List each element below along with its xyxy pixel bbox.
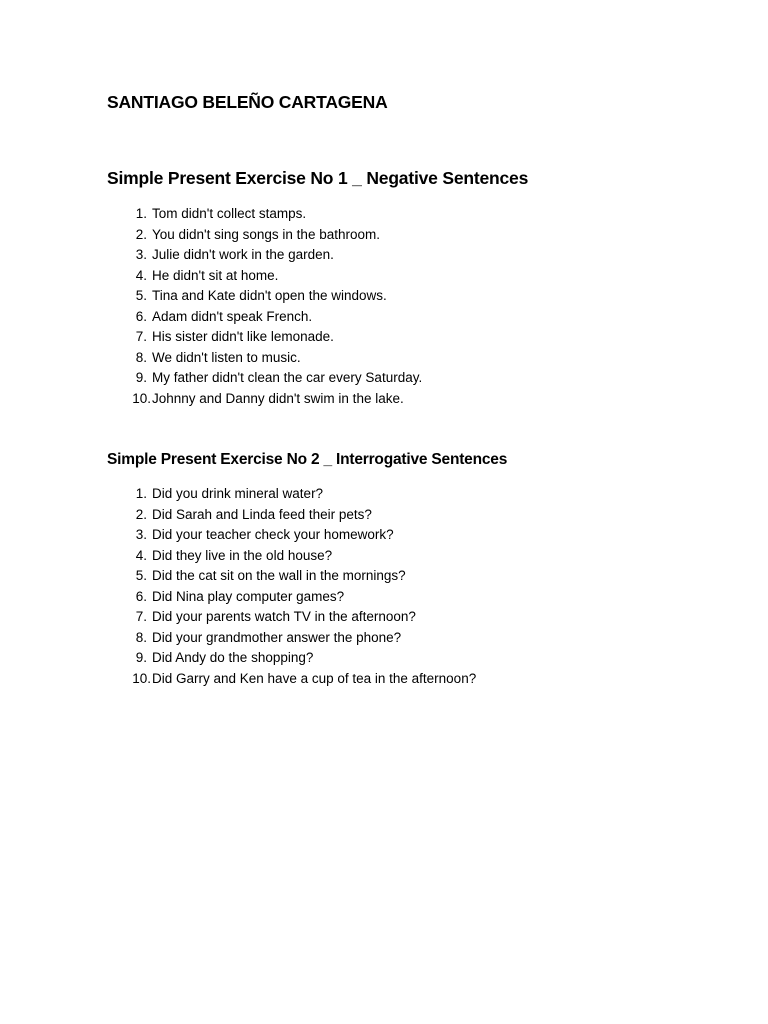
item-text: Julie didn't work in the garden.	[152, 247, 334, 262]
item-number: 6.	[135, 308, 147, 324]
item-number: 4.	[135, 547, 147, 563]
item-text: Did your teacher check your homework?	[152, 527, 394, 542]
item-number: 8.	[135, 629, 147, 645]
section-2-title: Simple Present Exercise No 2 _ Interrogative Sentences	[107, 451, 508, 468]
item-number: 7.	[135, 609, 147, 624]
item-text: Adam didn't speak French.	[152, 308, 313, 324]
item-number: 5.	[135, 288, 147, 303]
section-1-title: Simple Present Exercise No 1 _ Negative Sentences	[107, 168, 529, 188]
item-number: 2.	[135, 506, 147, 522]
item-number: 8.	[135, 349, 147, 365]
item-text: Tom didn't collect stamps.	[152, 206, 307, 221]
item-text: Did they live in the old house?	[152, 547, 333, 563]
item-number: 7.	[135, 329, 147, 344]
item-text: My father didn't clean the car every Saturday.	[152, 370, 423, 385]
item-number: 10.	[132, 670, 151, 686]
item-number: 1.	[135, 206, 147, 221]
item-text: Did Sarah and Linda feed their pets?	[152, 506, 372, 522]
item-text: He didn't sit at home.	[152, 267, 279, 283]
item-number: 3.	[135, 527, 147, 542]
item-text: Did you drink mineral water?	[152, 486, 324, 501]
item-text: Johnny and Danny didn't swim in the lake.	[152, 390, 404, 406]
item-text: His sister didn't like lemonade.	[152, 329, 334, 344]
item-number: 10.	[132, 390, 151, 406]
item-number: 3.	[135, 247, 147, 262]
item-number: 2.	[135, 226, 147, 242]
item-number: 5.	[135, 568, 147, 583]
item-number: 1.	[135, 486, 147, 501]
item-text: You didn't sing songs in the bathroom.	[152, 226, 380, 242]
item-text: Did Nina play computer games?	[152, 588, 345, 604]
item-text: Did the cat sit on the wall in the mornings?	[152, 568, 406, 583]
item-text: We didn't listen to music.	[152, 349, 301, 365]
item-text: Tina and Kate didn't open the windows.	[152, 288, 387, 303]
item-text: Did Garry and Ken have a cup of tea in the afternoon?	[152, 670, 477, 686]
item-text: Did your grandmother answer the phone?	[152, 629, 402, 645]
author-name: SANTIAGO BELEÑO CARTAGENA	[107, 92, 388, 112]
item-number: 9.	[135, 370, 147, 385]
item-text: Did Andy do the shopping?	[152, 650, 314, 665]
item-number: 6.	[135, 588, 147, 604]
item-number: 4.	[135, 267, 147, 283]
item-text: Did your parents watch TV in the afternoon?	[152, 609, 416, 624]
item-number: 9.	[135, 650, 147, 665]
